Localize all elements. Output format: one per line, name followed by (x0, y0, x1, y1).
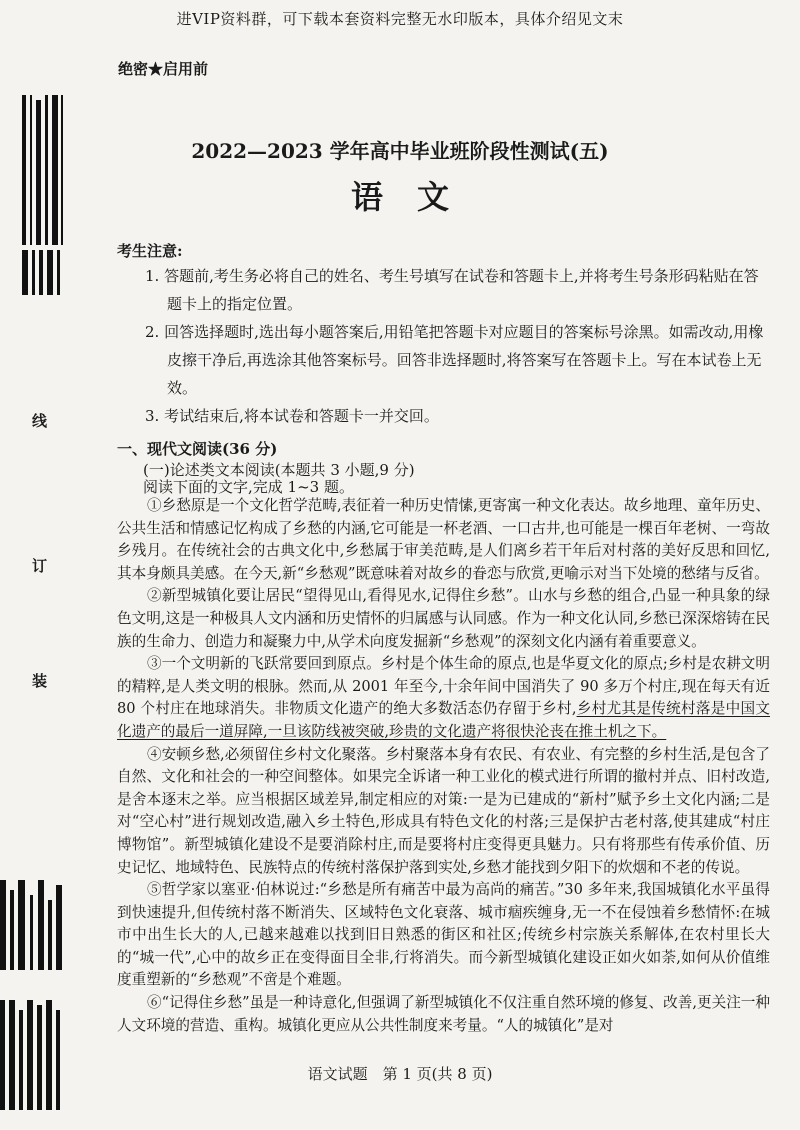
passage-paragraph: ④安顿乡愁,必须留住乡村文化聚落。乡村聚落本身有农民、有农业、有完整的乡村生活,是包含了自然、文化和社会的一种空间整体。如果完全诉诸一种工业化的模式进行所谓的撤村并点、旧村改造,是舍本逐末之举。应当根据区域差异,制定相应的对策:一是为已建成的“新村”赋予乡土文化内涵;二是对“空心村”进行规划改造,融入乡土特色,形成具有特色文化的村落;三是保护古老村落,使其建成“村庄博物馆”。新型城镇化建设不是要消除村庄,而是要将村庄变得更具魅力。只有将那些有传承价值、历史记忆、地域特色、民族特点的传统村落保护落到实处,乡愁才能找到夕阳下的炊烟和不老的传说。 (117, 745, 770, 876)
notice-heading: 考生注意: (117, 242, 183, 260)
secret-label: 绝密★启用前 (118, 60, 209, 78)
promo-banner: 进VIP资料群，可下载本套资料完整无水印版本，具体介绍见文末 (176, 10, 624, 28)
notice-list (145, 262, 770, 430)
passage-paragraph (117, 653, 770, 743)
binding-mark-line: 线 (32, 412, 48, 430)
page-footer: 语文试题 第 1 页(共 8 页) (307, 1065, 493, 1083)
subject-title: 语文 (350, 178, 483, 216)
binding-mark-bind: 订 (32, 557, 48, 575)
passage-paragraph: ⑤哲学家以塞亚·伯林说过:“乡愁是所有痛苦中最为高尚的痛苦。”30 多年来,我国城镇化水平虽得到快速提升,但传统村落不断消失、区域特色文化衰落、城市痼疾缠身,无一不在侵蚀着乡愁情怀:在城市中出生长大的人,已越来越难以找到旧日熟悉的街区和社区;传统乡村宗族关系解体,在农村里长大的“城一代”,心中的故乡正在变得面目全非,行将消失。而今新型城镇化建设正如火如荼,如何从价值维度重塑新的“乡愁观”不啻是个难题。 (117, 881, 770, 989)
reading-passage (117, 495, 770, 1037)
notice-item: 2. 回答选择题时,选出每小题答案后,用铅笔把答题卡对应题目的答案标号涂黑。如需改动,用橡皮擦干净后,再选涂其他答案标号。回答非选择题时,将答案写在答题卡上。写在本试卷上无效。 (145, 323, 764, 397)
underlined-sentence: 乡村尤其是传统村落是中国文化遗产的最后一道屏障,一旦该防线被突破,珍贵的文化遗产将很快沦丧在推土机之下。 (117, 700, 770, 740)
passage-paragraph: ②新型城镇化要让居民“望得见山,看得见水,记得住乡愁”。山水与乡愁的组合,凸显一种具象的绿色文明,这是一种极具人文内涵和历史情怀的归属感与认同感。作为一种文化认同,乡愁已深深熔铸在民族的生命力、创造力和凝聚力中,从学术向度发掘新“乡愁观”的深刻文化内涵有着重要意义。 (117, 587, 770, 650)
passage-paragraph: ⑥“记得住乡愁”虽是一种诗意化,但强调了新型城镇化不仅注重自然环境的修复、改善,更关注一种人文环境的营造、重构。城镇化更应从公共性制度来考量。“人的城镇化”是对 (117, 994, 770, 1034)
notice-item: 1. 答题前,考生务必将自己的姓名、考生号填写在试卷和答题卡上,并将考生号条形码粘贴在答题卡上的指定位置。 (145, 267, 759, 313)
paragraph-text: ③一个文明新的飞跃常要回到原点。乡村是个体生命的原点,也是华夏文化的原点;乡村是农耕文明的精粹,是人类文明的根脉。然而,从 2001 年至今,十余年间中国消失了 90 多万个村庄,现在每天有近 80 个村庄在地球消失。非物质文化遗产的绝大多数活态仍存留于乡村, (117, 655, 770, 718)
reading-instruction: 阅读下面的文字,完成 1~3 题。 (143, 478, 354, 496)
passage-paragraph: ①乡愁原是一个文化哲学范畴,表征着一种历史情愫,更寄寓一种文化表达。故乡地理、童年历史、公共生活和情感记忆构成了乡愁的内涵,它可能是一杯老酒、一口古井,也可能是一棵百年老树、一弯故乡残月。在传统社会的古典文化中,乡愁属于审美范畴,是人们离乡若干年后对村落的美好反思和回忆,其本身颇具美感。在今天,新“乡愁观”既意味着对故乡的眷恋与欣赏,更喻示对当下处境的愁绪与反省。 (117, 497, 770, 582)
exam-title: 2022—2023 学年高中毕业班阶段性测试(五) (191, 139, 609, 163)
notice-item: 3. 考试结束后,将本试卷和答题卡一并交回。 (145, 407, 439, 425)
section-heading: 一、现代文阅读(36 分) (117, 440, 278, 458)
section-subheading: (一)论述类文本阅读(本题共 3 小题,9 分) (143, 461, 415, 479)
binding-mark-mount: 装 (32, 672, 48, 690)
